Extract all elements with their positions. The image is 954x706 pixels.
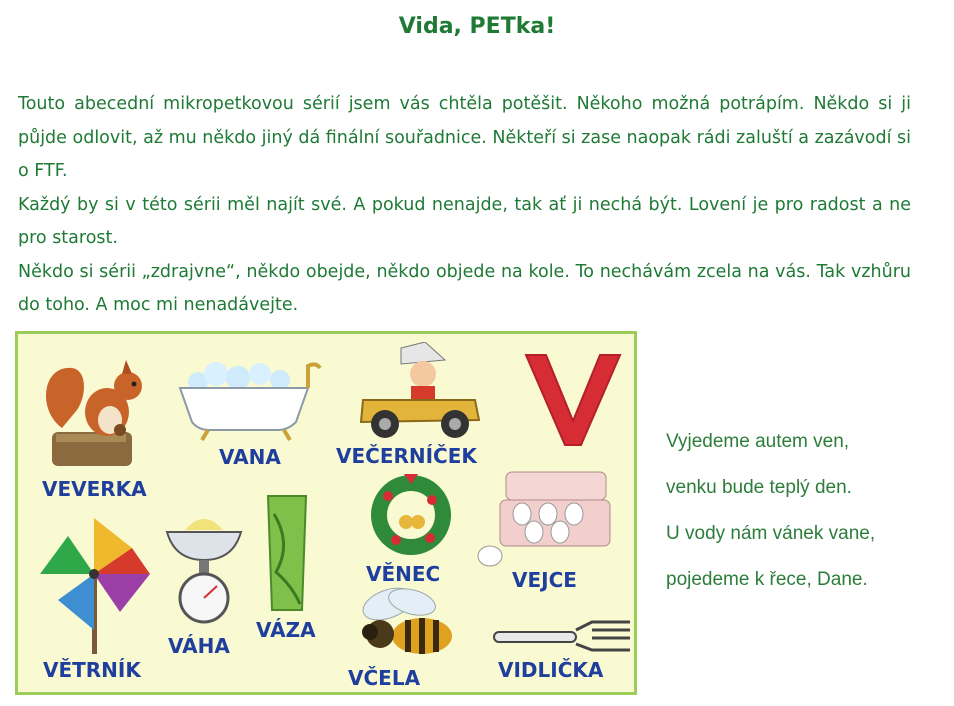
egg-carton-picture [476, 466, 616, 571]
intro-text [18, 88, 911, 323]
word-label: VEVERKA [42, 477, 147, 501]
alphabet-poster [15, 331, 637, 695]
fork-picture [492, 616, 634, 658]
wreath-picture [366, 470, 456, 560]
word-label: VANA [219, 445, 281, 469]
poem-line: pojedeme k řece, Dane. [666, 569, 868, 590]
intro-paragraph: Někdo si sérii „zdrajvne“, někdo obejde, někdo objede na kole. To nechávám zcela na vás. Tak vzhůru do toho. A moc mi nenadávejte. [18, 261, 911, 315]
word-label: VĚTRNÍK [43, 658, 141, 682]
poem-line: Vyjedeme autem ven, [666, 431, 850, 452]
word-label: VÁZA [256, 618, 316, 642]
page-title: Vida, PETka! [398, 14, 556, 39]
poem [666, 431, 875, 615]
intro-paragraph: Touto abecední mikropetkovou sérií jsem vás chtěla potěšit. Někoho možná potrápím. Někdo si ji půjde odlovit, až mu někdo jiný dá finální souřadnice. Někteří si zase naopak rádi zaluští a zazávodí si o FTF. [18, 94, 911, 181]
intro-paragraph: Každý by si v této sérii měl najít své. A pokud nenajde, tak ať ji nechá být. Lovení je pro radost a ne pro starost. [18, 194, 911, 248]
bee-picture [342, 582, 462, 670]
scale-picture [163, 502, 245, 627]
word-label: VÁHA [168, 634, 230, 658]
word-label: VIDLIČKA [498, 658, 604, 682]
word-label: VČELA [348, 666, 421, 690]
pinwheel-picture [36, 514, 156, 654]
poem-line: venku bude teplý den. [666, 477, 852, 498]
word-label: VEJCE [512, 568, 577, 592]
vase-picture [262, 494, 312, 612]
letter-v-graphic [518, 349, 628, 449]
squirrel-picture [32, 350, 162, 470]
car-picture [355, 342, 485, 442]
word-label: VEČERNÍČEK [336, 444, 477, 468]
bathtub-picture [168, 356, 328, 441]
word-label: VĚNEC [366, 562, 441, 586]
poem-line: U vody nám vánek vane, [666, 523, 876, 544]
